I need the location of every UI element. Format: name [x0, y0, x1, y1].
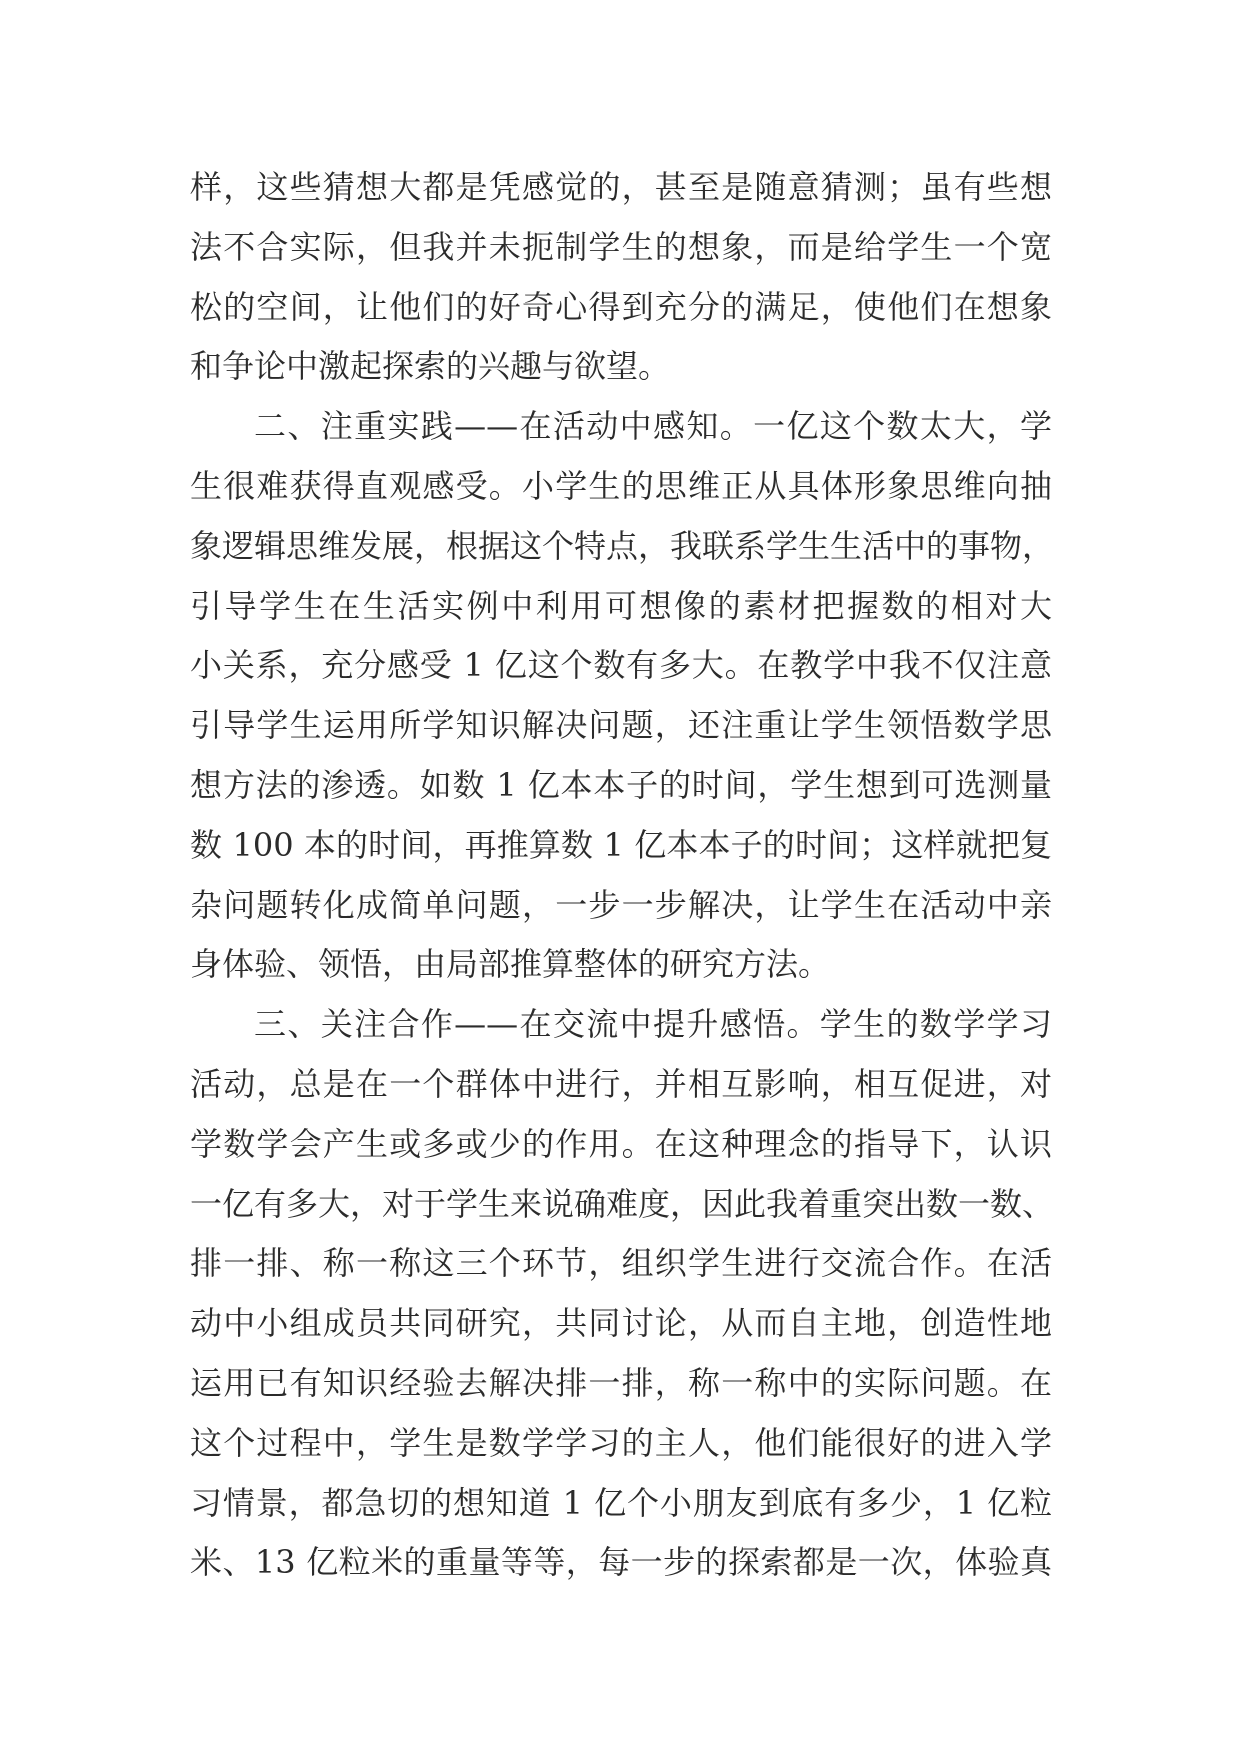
- text-line: 排一排、称一称这三个环节，组织学生进行交流合作。在活: [190, 1244, 1052, 1283]
- text-line: 想方法的渗透。如数 1 亿本本子的时间，学生想到可选测量: [190, 765, 1052, 804]
- text-line: 活动，总是在一个群体中进行，并相互影响，相互促进，对: [190, 1064, 1052, 1103]
- text-line: 学数学会产生或多或少的作用。在这种理念的指导下，认识: [190, 1124, 1052, 1163]
- text-line: 习情景，都急切的想知道 1 亿个小朋友到底有多少，1 亿粒: [190, 1483, 1052, 1522]
- body-text: [190, 158, 1055, 1593]
- text-line: 引导学生运用所学知识解决问题，还注重让学生领悟数学思: [190, 706, 1052, 745]
- text-line: 身体验、领悟，由局部推算整体的研究方法。: [190, 945, 831, 984]
- text-line: 杂问题转化成简单问题，一步一步解决，让学生在活动中亲: [190, 885, 1052, 924]
- text-line: 二、注重实践——在活动中感知。一亿这个数太大，学: [254, 407, 1052, 446]
- text-line: 动中小组成员共同研究，共同讨论，从而自主地，创造性地: [190, 1304, 1052, 1343]
- text-line: 象逻辑思维发展，根据这个特点，我联系学生生活中的事物，: [190, 526, 1055, 565]
- text-line: 一亿有多大，对于学生来说确难度，因此我着重突出数一数、: [190, 1184, 1055, 1223]
- text-line: 数 100 本的时间，再推算数 1 亿本本子的时间；这样就把复: [190, 825, 1052, 864]
- text-line: 松的空间，让他们的好奇心得到充分的满足，使他们在想象: [190, 287, 1052, 326]
- text-line: 运用已有知识经验去解决排一排，称一称中的实际问题。在: [190, 1363, 1052, 1402]
- text-line: 三、关注合作——在交流中提升感悟。学生的数学学习: [254, 1005, 1052, 1044]
- text-line: 米、13 亿粒米的重量等等，每一步的探索都是一次，体验真: [190, 1543, 1052, 1582]
- text-line: 法不合实际，但我并未扼制学生的想象，而是给学生一个宽: [190, 227, 1052, 266]
- text-line: 生很难获得直观感受。小学生的思维正从具体形象思维向抽: [190, 466, 1052, 505]
- text-line: 和争论中激起探索的兴趣与欲望。: [190, 347, 671, 386]
- text-line: 小关系，充分感受 1 亿这个数有多大。在教学中我不仅注意: [190, 646, 1052, 685]
- text-line: 这个过程中，学生是数学学习的主人，他们能很好的进入学: [190, 1423, 1052, 1462]
- text-line: 引导学生在生活实例中利用可想像的素材把握数的相对大: [190, 586, 1052, 625]
- text-line: 样，这些猜想大都是凭感觉的，甚至是随意猜测；虽有些想: [190, 168, 1052, 206]
